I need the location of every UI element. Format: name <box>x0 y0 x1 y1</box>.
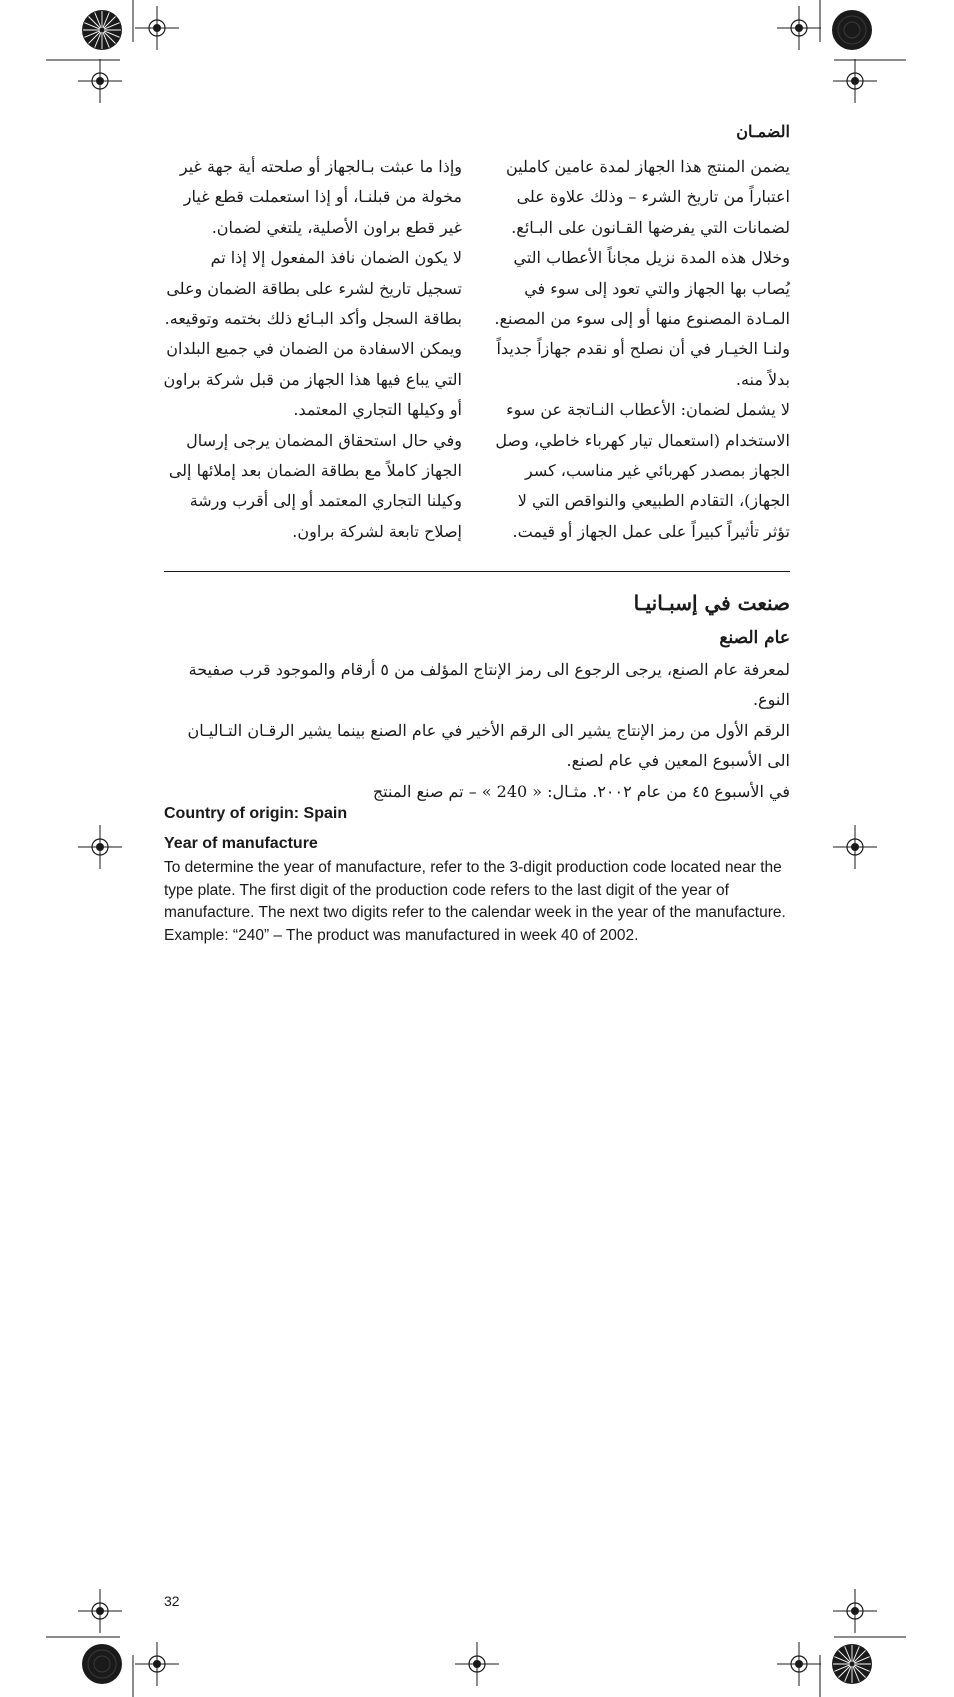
warranty-paragraph: لا يشمل لضمان: الأعطاب النـاتجة عن سوء الاستخدام (استعمال تيار كهرباء خاطي، وصل الجهاز بمصدر كهربائي غير مناسب، كسر الجهاز)، التقادم الطبيعي والنواقص التي لا تؤثر تأثيراً كبيراً على عمل الجهاز أو قيمت. <box>495 400 790 541</box>
country-of-origin-heading-ar: صنعت في إسبـانيـا <box>633 591 790 615</box>
year-of-manufacture-body <box>164 857 800 947</box>
year-paragraph-ar: الرقم الأول من رمز الإنتاج يشير الى الرقم الأخير في عام الصنع بينما يشير الرقـان التـاليـان الى الأسبوع المعين في عام لصنع. <box>187 720 790 771</box>
country-of-origin-heading: Country of origin: Spain <box>164 805 348 822</box>
year-paragraph: To determine the year of manufacture, refer to the 3-digit production code located near the type plate. The first digit of the production code refers to the last digit of the year of manufacture. The next two digits refer to the calendar week in the year of the manufacture. <box>164 859 786 922</box>
warranty-right-column <box>494 152 790 547</box>
year-example: Example: “240” – The product was manufactured in week 40 of 2002. <box>164 926 639 944</box>
warranty-paragraph: لا يكون الضمان نافذ المفعول إلا إذا تم تسجيل تاريخ لشرء على بطاقة الضمان وعلى بطاقة السجل وأكد البـائع ذلك بختمه وتوقيعه. ويمكن الاسفادة من الضمان في جميع البلدان التي يباع فيها هذا الجهاز من قبل شركة براون أو وكيلها التجاري المعتمد. <box>163 248 462 420</box>
year-of-manufacture-body-ar <box>164 655 790 807</box>
year-of-manufacture-heading-ar: عام الصنع <box>719 628 790 648</box>
year-paragraph-ar: لمعرفة عام الصنع، يرجى الرجوع الى رمز الإنتاج المؤلف من ٥ أرقام والموجود قرب صفيحة النوع. <box>188 660 790 710</box>
warranty-paragraph: وإذا ما عبثت بـالجهاز أو صلحته أية جهة غير مخولة من قبلنـا، أو إذا استعملت قطع غيار غير قطع براون الأصلية، يلتغي لضمان. <box>179 157 462 237</box>
section-divider <box>164 571 790 572</box>
year-of-manufacture-heading: Year of manufacture <box>164 835 318 852</box>
warranty-heading: الضمـان <box>736 122 790 141</box>
year-paragraph-ar: في الأسبوع ٤٥ من عام ٢٠٠٢. مثـال: « 240 » – تم صنع المنتج <box>372 781 790 801</box>
warranty-paragraph: وفي حال استحقاق المضمان يرجى إرسال الجهاز كاملاً مع بطاقة الضمان بعد إملائها إلى وكيلنا التجاري المعتمد أو إلى أقرب ورشة إصلاح تابعة لشركة براون. <box>168 430 462 541</box>
warranty-paragraph: يضمن المنتج هذا الجهاز لمدة عامين كاملين اعتباراً من تاريخ الشرء – وذلك علاوة على لضمانات التي يفرضها القـانون على البـائع. وخلال هذه المدة نزيل مجاناً الأعطاب التي يُصاب بها الجهاز والتي تعود إلى سوء في المـادة المصنوع منها أو إلى سوء من المصنع. ولنـا الخيـار في أن نصلح أو نقدم جهازاً جديداً بدلاً منه. <box>494 157 790 389</box>
warranty-left-column <box>160 152 462 547</box>
page-number: 32 <box>164 1593 180 1609</box>
